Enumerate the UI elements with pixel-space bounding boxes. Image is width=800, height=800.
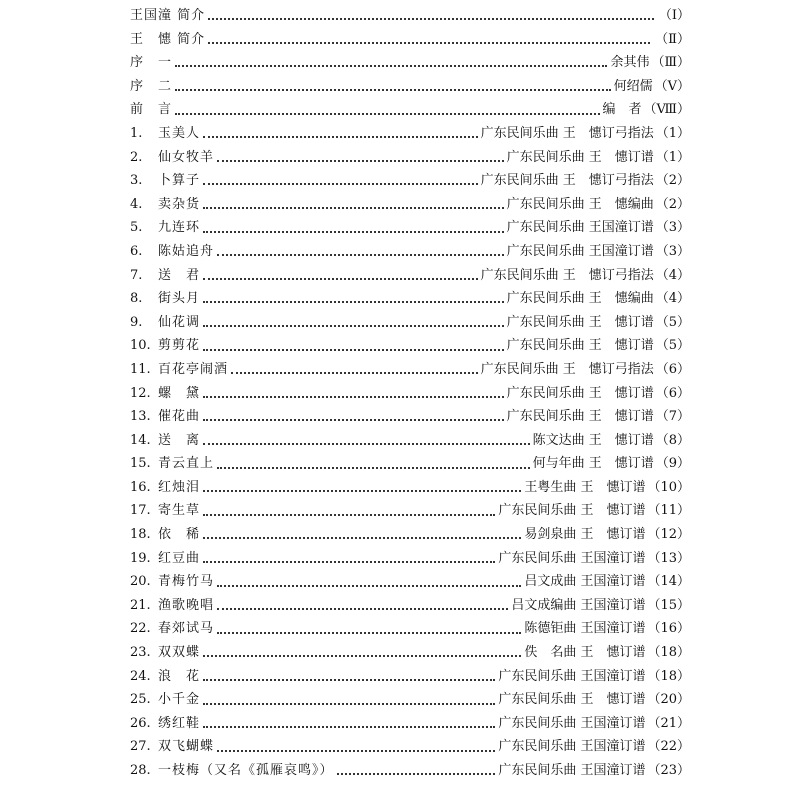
entry-number: 25. <box>130 692 151 708</box>
entry-page-number: （6） <box>655 361 690 377</box>
toc-entry[interactable] <box>130 712 690 736</box>
entry-title: 序 一 <box>130 55 173 71</box>
entry-number: 7. <box>130 267 143 283</box>
dot-leader <box>208 17 654 20</box>
entry-page-number: （14） <box>647 574 690 590</box>
entry-page-number: （Ⅲ） <box>651 55 690 71</box>
entry-title: 青云直上 <box>158 456 215 472</box>
entry-attribution: 广东民间乐曲 王国潼订谱 <box>498 668 646 684</box>
entry-number: 21. <box>130 597 151 613</box>
toc-entry[interactable] <box>130 665 690 689</box>
entry-title: 陈姑追舟 <box>158 243 215 259</box>
entry-title: 街头月 <box>158 291 201 307</box>
entry-attribution: 广东民间乐曲 王国潼订谱 <box>506 220 654 236</box>
entry-page-number: （3） <box>655 243 690 259</box>
toc-entry[interactable] <box>130 169 690 193</box>
entry-number: 16. <box>130 479 151 495</box>
dot-leader <box>203 182 478 185</box>
dot-leader <box>337 772 496 775</box>
entry-page-number: （10） <box>647 479 690 495</box>
entry-page-number: （1） <box>655 149 690 165</box>
entry-attribution: 广东民间乐曲 王 憓订谱 <box>506 385 654 401</box>
entry-page-number: （9） <box>655 456 690 472</box>
entry-number: 3. <box>130 173 143 189</box>
dot-leader <box>203 560 495 563</box>
entry-number: 4. <box>130 196 143 212</box>
dot-leader <box>208 41 650 44</box>
entry-page-number: （18） <box>647 668 690 684</box>
toc-entry[interactable] <box>130 523 690 547</box>
entry-page-number: （Ⅱ） <box>655 31 690 47</box>
dot-leader <box>203 395 504 398</box>
entry-page-number: （11） <box>647 503 690 519</box>
toc-entry[interactable] <box>130 122 690 146</box>
entry-attribution: 吕文成曲 王国潼订谱 <box>524 574 646 590</box>
dot-leader <box>203 348 504 351</box>
entry-title: 前 言 <box>130 102 173 118</box>
entry-title: 催花曲 <box>158 409 201 425</box>
entry-title: 浪 花 <box>158 668 201 684</box>
entry-attribution: 余其伟 <box>610 55 650 71</box>
front-matter-entry[interactable] <box>130 51 690 75</box>
entry-number: 28. <box>130 763 151 778</box>
toc-entry[interactable] <box>130 405 690 429</box>
entry-attribution: 广东民间乐曲 王国潼订谱 <box>498 739 646 755</box>
entry-number: 5. <box>130 220 143 236</box>
dot-leader <box>203 513 495 516</box>
entry-number: 12. <box>130 385 151 401</box>
entry-title: 百花亭闹酒 <box>158 361 229 377</box>
toc-entry[interactable] <box>130 264 690 288</box>
toc-entry[interactable] <box>130 570 690 594</box>
entry-title: 小千金 <box>158 692 201 708</box>
entry-page-number: （1） <box>655 125 690 141</box>
toc-entry[interactable] <box>130 193 690 217</box>
entry-attribution: 广东民间乐曲 王 憓订谱 <box>506 314 654 330</box>
entry-attribution: 广东民间乐曲 王 憓订弓指法 <box>480 267 654 283</box>
toc-entry[interactable] <box>130 641 690 665</box>
dot-leader <box>203 678 495 681</box>
toc-entry[interactable] <box>130 547 690 571</box>
entry-page-number: （4） <box>655 267 690 283</box>
entry-attribution: 广东民间乐曲 王 憓编曲 <box>506 291 654 307</box>
entry-number: 10. <box>130 338 151 354</box>
dot-leader <box>231 371 478 374</box>
entry-attribution: 陈德钜曲 王国潼订谱 <box>524 621 646 637</box>
front-matter-entry[interactable] <box>130 75 690 99</box>
entry-page-number: （12） <box>647 527 690 543</box>
entry-title: 螺 黛 <box>158 385 201 401</box>
dot-leader <box>217 253 504 256</box>
dot-leader <box>203 230 504 233</box>
entry-number: 18. <box>130 527 151 543</box>
entry-attribution: 王粤生曲 王 憓订谱 <box>524 479 646 495</box>
toc-entry[interactable] <box>130 617 690 641</box>
dot-leader <box>217 584 521 587</box>
dot-leader <box>217 466 530 469</box>
dot-leader <box>217 607 508 610</box>
entry-title: 仙女牧羊 <box>158 149 215 165</box>
entry-page-number: （5） <box>655 338 690 354</box>
front-matter-entry[interactable] <box>130 98 690 122</box>
entry-attribution: 广东民间乐曲 王国潼订谱 <box>498 550 646 566</box>
toc-entry[interactable] <box>130 334 690 358</box>
dot-leader <box>203 418 504 421</box>
entry-number: 17. <box>130 503 151 519</box>
toc-entry[interactable] <box>130 499 690 523</box>
entry-number: 27. <box>130 739 151 755</box>
entry-title: 红烛泪 <box>158 479 201 495</box>
dot-leader <box>203 725 495 728</box>
entry-title: 序 二 <box>130 78 173 94</box>
entry-page-number: （2） <box>655 196 690 212</box>
entry-page-number: （18） <box>647 645 690 661</box>
entry-attribution: 广东民间乐曲 王 憓订谱 <box>506 149 654 165</box>
toc-entry[interactable] <box>130 287 690 311</box>
toc-entry[interactable] <box>130 311 690 335</box>
dot-leader <box>203 654 521 657</box>
entry-title: 双双蝶 <box>158 645 201 661</box>
entry-title: 九连环 <box>158 220 201 236</box>
entry-page-number: （21） <box>647 715 690 731</box>
entry-page-number: （15） <box>647 597 690 613</box>
entry-number: 11. <box>130 361 151 377</box>
toc-entry[interactable] <box>130 240 690 264</box>
entry-attribution: 广东民间乐曲 王 憓订谱 <box>498 692 646 708</box>
dot-leader <box>203 277 478 280</box>
entry-page-number: （16） <box>647 621 690 637</box>
entry-title: 仙花调 <box>158 314 201 330</box>
dot-leader <box>175 88 611 91</box>
entry-page-number: （13） <box>647 550 690 566</box>
entry-attribution: 编 者 <box>602 102 642 118</box>
entry-title: 依 稀 <box>158 527 201 543</box>
entry-page-number: （8） <box>655 432 690 448</box>
entry-number: 9. <box>130 314 143 330</box>
entry-attribution: 广东民间乐曲 王 憓订弓指法 <box>480 125 654 141</box>
front-matter-entry[interactable] <box>130 28 690 52</box>
entry-title: 双飞蝴蝶 <box>158 739 215 755</box>
entry-attribution: 佚 名曲 王 憓订谱 <box>524 645 646 661</box>
entry-page-number: （7） <box>655 409 690 425</box>
toc-entry[interactable] <box>130 429 690 453</box>
entry-title: 渔歌晚唱 <box>158 597 215 613</box>
toc-entry[interactable] <box>130 382 690 406</box>
entry-title: 一枝梅（又名《孤雁哀鸣》） <box>158 763 334 778</box>
dot-leader <box>203 702 495 705</box>
entry-title: 绣红鞋 <box>158 715 201 731</box>
entry-attribution: 广东民间乐曲 王 憓订谱 <box>506 409 654 425</box>
dot-leader <box>203 206 504 209</box>
entry-number: 1. <box>130 125 143 141</box>
entry-title: 王国潼 简介 <box>130 8 206 23</box>
toc-entry[interactable] <box>130 594 690 618</box>
entry-page-number: （5） <box>655 314 690 330</box>
entry-attribution: 广东民间乐曲 王 憓订弓指法 <box>480 361 654 377</box>
entry-number: 15. <box>130 456 151 472</box>
entry-attribution: 易剑泉曲 王 憓订谱 <box>524 527 646 543</box>
entry-title: 剪剪花 <box>158 338 201 354</box>
entry-title: 玉美人 <box>158 125 201 141</box>
entry-attribution: 广东民间乐曲 王 憓订谱 <box>506 338 654 354</box>
entry-title: 青梅竹马 <box>158 574 215 590</box>
entry-title: 寄生草 <box>158 503 201 519</box>
entry-title: 卖杂货 <box>158 196 201 212</box>
entry-attribution: 陈文达曲 王 憓订谱 <box>532 432 654 448</box>
entry-attribution: 广东民间乐曲 王国潼订谱 <box>498 763 646 778</box>
entry-number: 23. <box>130 645 151 661</box>
entry-attribution: 吕文成编曲 王国潼订谱 <box>511 597 646 613</box>
front-matter-entry[interactable] <box>130 4 690 28</box>
dot-leader <box>203 135 478 138</box>
entry-attribution: 广东民间乐曲 王国潼订谱 <box>506 243 654 259</box>
entry-page-number: （23） <box>647 763 690 778</box>
entry-title: 春郊试马 <box>158 621 215 637</box>
entry-number: 2. <box>130 149 143 165</box>
entry-page-number: （Ⅴ） <box>654 78 690 94</box>
dot-leader <box>203 324 504 327</box>
entry-title: 卜算子 <box>158 173 201 189</box>
toc-entry[interactable] <box>130 688 690 712</box>
entry-number: 6. <box>130 243 143 259</box>
entry-attribution: 广东民间乐曲 王 憓订谱 <box>498 503 646 519</box>
entry-title: 红豆曲 <box>158 550 201 566</box>
entry-page-number: （2） <box>655 173 690 189</box>
entry-number: 24. <box>130 668 151 684</box>
dot-leader <box>203 442 530 445</box>
dot-leader <box>203 300 504 303</box>
entry-attribution: 广东民间乐曲 王国潼订谱 <box>498 715 646 731</box>
table-of-contents <box>130 4 690 783</box>
entry-number: 19. <box>130 550 151 566</box>
dot-leader <box>217 631 521 634</box>
entry-attribution: 何绍儒 <box>613 78 653 94</box>
entry-page-number: （22） <box>647 739 690 755</box>
dot-leader <box>203 536 521 539</box>
dot-leader <box>217 159 504 162</box>
toc-entry[interactable] <box>130 452 690 476</box>
entry-page-number: （4） <box>655 291 690 307</box>
entry-page-number: （6） <box>655 385 690 401</box>
toc-entry[interactable] <box>130 476 690 500</box>
entry-page-number: （Ⅰ） <box>658 8 690 23</box>
dot-leader <box>217 749 495 752</box>
entry-number: 26. <box>130 715 151 731</box>
entry-title: 送 君 <box>158 267 201 283</box>
entry-attribution: 广东民间乐曲 王 憓编曲 <box>506 196 654 212</box>
toc-entry[interactable] <box>130 358 690 382</box>
entry-page-number: （20） <box>647 692 690 708</box>
entry-number: 20. <box>130 574 151 590</box>
entry-page-number: （3） <box>655 220 690 236</box>
entry-title: 王 憓 简介 <box>130 31 206 47</box>
entry-attribution: 广东民间乐曲 王 憓订弓指法 <box>480 173 654 189</box>
entry-number: 8. <box>130 291 143 307</box>
entry-title: 送 离 <box>158 432 201 448</box>
toc-entry[interactable] <box>130 759 690 783</box>
dot-leader <box>203 489 521 492</box>
toc-entry[interactable] <box>130 735 690 759</box>
entry-attribution: 何与年曲 王 憓订谱 <box>532 456 654 472</box>
dot-leader <box>175 64 607 67</box>
toc-entry[interactable] <box>130 146 690 170</box>
toc-entry[interactable] <box>130 216 690 240</box>
entry-number: 13. <box>130 409 151 425</box>
entry-page-number: （Ⅷ） <box>643 102 690 118</box>
entry-number: 14. <box>130 432 151 448</box>
entry-number: 22. <box>130 621 151 637</box>
dot-leader <box>175 112 599 115</box>
